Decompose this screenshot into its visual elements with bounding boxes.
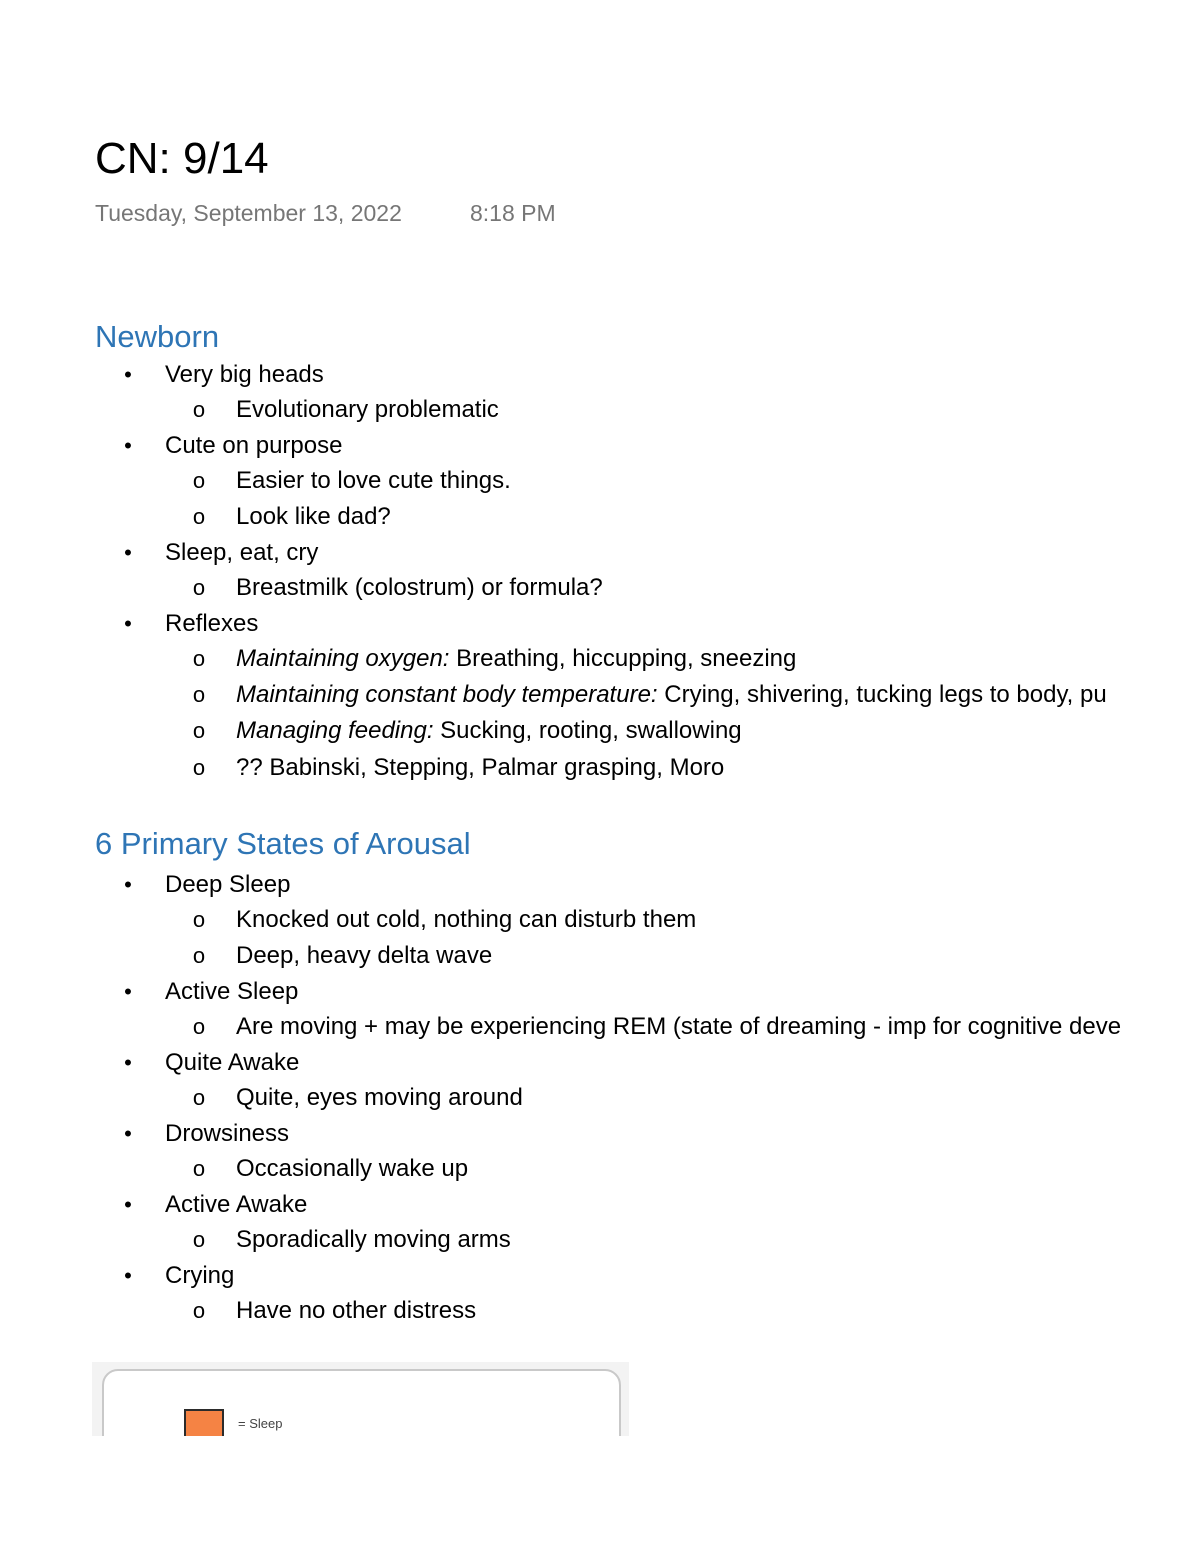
sub-list-item[interactable] [0,1294,1200,1328]
bullet-glyph: • [124,1121,132,1146]
emphasis-label: Maintaining constant body temperature: [236,681,658,708]
sub-list-item[interactable] [0,393,1200,427]
sub-list-item-text [236,642,796,676]
bullet-glyph: • [124,979,132,1004]
section-heading-arousal-states[interactable]: 6 Primary States of Arousal [95,826,471,861]
list-item[interactable] [0,358,1200,392]
list-item-text: Active Sleep [165,978,299,1005]
sub-list-item[interactable] [0,714,1200,748]
emphasis-label: Maintaining oxygen: [236,645,450,672]
sub-list-item[interactable] [0,571,1200,605]
sub-bullet-glyph: o [192,1227,206,1252]
sub-bullet-glyph: o [192,943,206,968]
bullet-glyph: • [124,611,132,636]
sub-bullet-glyph: o [192,1298,206,1323]
note-timestamp [95,198,556,228]
sub-list-item[interactable] [0,500,1200,534]
sub-list-item[interactable] [0,1152,1200,1186]
list-item-text: Very big heads [165,361,324,388]
list-item-text: Crying [165,1262,235,1289]
list-item[interactable] [0,607,1200,641]
sub-list-item[interactable] [0,1081,1200,1115]
sub-bullet-glyph: o [192,718,206,743]
sub-list-item[interactable] [0,903,1200,937]
list-item-text: Quite Awake [165,1049,300,1076]
sub-bullet-glyph: o [192,646,206,671]
bullet-glyph: • [124,433,132,458]
sub-list-item-text: Knocked out cold, nothing can disturb them [236,906,697,933]
list-item[interactable] [0,975,1200,1009]
sub-list-item-text: Easier to love cute things. [236,467,511,494]
sub-list-item[interactable] [0,1010,1200,1044]
sub-list-item-text: Quite, eyes moving around [236,1084,523,1111]
bullet-glyph: • [124,540,132,565]
sub-list-item-text: Look like dad? [236,503,391,530]
image-card [102,1369,621,1436]
note-time: 8:18 PM [470,200,556,226]
legend-label-sleep: = Sleep [238,1416,283,1431]
sub-list-item[interactable] [0,751,1200,785]
sub-list-item[interactable] [0,939,1200,973]
sub-bullet-glyph: o [192,468,206,493]
emphasis-label: Managing feeding: [236,717,434,744]
sub-list-item-text: Evolutionary problematic [236,396,499,423]
sub-list-item-text: Breastmilk (colostrum) or formula? [236,574,603,601]
legend-swatch-sleep [184,1409,224,1436]
sub-list-item[interactable] [0,464,1200,498]
sub-list-item-text: Have no other distress [236,1297,477,1324]
sub-list-item-text: Occasionally wake up [236,1155,469,1182]
sub-bullet-glyph: o [192,397,206,422]
list-item[interactable] [0,429,1200,463]
sub-list-item-text: Deep, heavy delta wave [236,942,493,969]
sub-bullet-glyph: o [192,1014,206,1039]
list-item[interactable] [0,1188,1200,1222]
list-item-text: Drowsiness [165,1120,290,1147]
embedded-image[interactable] [92,1362,629,1436]
list-item-text: Deep Sleep [165,871,291,898]
section-heading-newborn[interactable]: Newborn [95,319,220,354]
sub-bullet-glyph: o [192,575,206,600]
bullet-glyph: • [124,1263,132,1288]
list-item[interactable] [0,1117,1200,1151]
sub-bullet-glyph: o [192,755,206,780]
sub-bullet-glyph: o [192,907,206,932]
detail-text: Breathing, hiccupping, sneezing [449,645,797,672]
note-title[interactable]: CN: 9/14 [95,134,269,183]
list-item-text: Reflexes [165,610,259,637]
list-item-text: Cute on purpose [165,432,343,459]
sub-bullet-glyph: o [192,1085,206,1110]
sub-list-item-text: Are moving + may be experiencing REM (state of dreaming - imp for cognitive deve [236,1013,1122,1040]
note-date: Tuesday, September 13, 2022 [95,200,402,226]
list-item[interactable] [0,536,1200,570]
sub-list-item-text: Sporadically moving arms [236,1226,511,1253]
sub-list-item-text [236,714,742,748]
sub-bullet-glyph: o [192,1156,206,1181]
detail-text: Crying, shivering, tucking legs to body, pu [657,681,1107,708]
list-item[interactable] [0,868,1200,902]
sub-list-item[interactable] [0,1223,1200,1257]
sub-bullet-glyph: o [192,504,206,529]
bullet-glyph: • [124,872,132,897]
sub-list-item-text: ?? Babinski, Stepping, Palmar grasping, Moro [236,754,725,781]
sub-list-item-text [236,678,1107,712]
bullet-glyph: • [124,1050,132,1075]
sub-list-item[interactable] [0,678,1200,712]
sub-list-item[interactable] [0,642,1200,676]
list-item[interactable] [0,1046,1200,1080]
bullet-glyph: • [124,1192,132,1217]
list-item-text: Sleep, eat, cry [165,539,319,566]
bullet-glyph: • [124,362,132,387]
list-item[interactable] [0,1259,1200,1293]
sub-bullet-glyph: o [192,682,206,707]
list-item-text: Active Awake [165,1191,308,1218]
detail-text: Sucking, rooting, swallowing [433,717,742,744]
